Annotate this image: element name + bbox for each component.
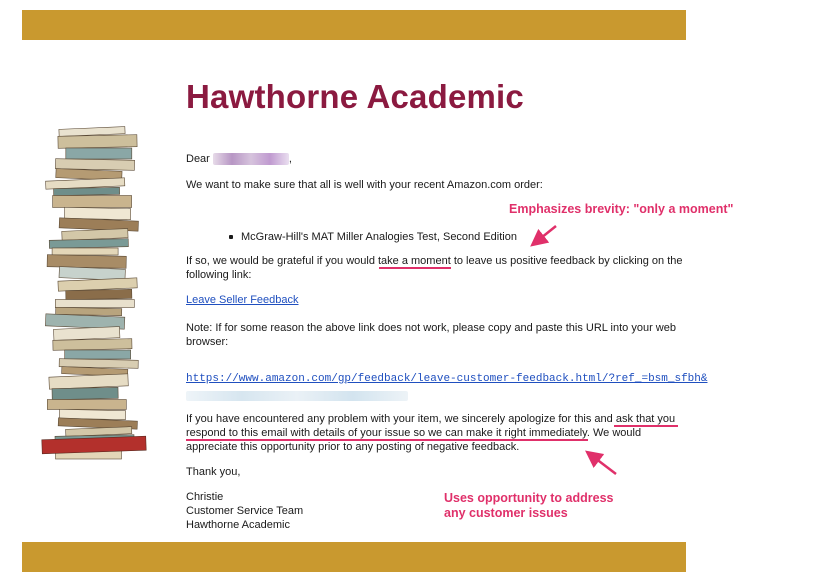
request-highlight: take a moment <box>378 255 451 267</box>
book <box>52 248 118 255</box>
book <box>66 289 132 299</box>
book <box>53 327 119 341</box>
book <box>47 400 126 410</box>
leave-seller-feedback-link[interactable]: Leave Seller Feedback <box>186 294 299 306</box>
request-pre: If so, we would be grateful if you would <box>186 255 378 267</box>
issue-paragraph <box>186 412 706 454</box>
annotation-issues <box>444 491 613 521</box>
annotation-issues-line2: any customer issues <box>444 506 568 520</box>
issue-highlight-1: ask that you <box>615 413 676 425</box>
book <box>49 374 128 389</box>
annotation-issues-line1: Uses opportunity to address <box>444 491 614 505</box>
signature-block <box>186 490 303 532</box>
issue-highlight-2: respond to this email with details of your issue so we can make it right immediately <box>186 427 587 439</box>
signature-company: Hawthorne Academic <box>186 519 290 531</box>
underline-respond <box>186 439 588 441</box>
book <box>53 196 132 208</box>
request-post: to leave us positive feedback by clicking on the <box>450 255 683 267</box>
issue-pre: If you have encountered any problem with your item, we sincerely apologize for this and <box>186 413 616 425</box>
underline-take-a-moment <box>379 267 451 269</box>
book <box>53 339 132 351</box>
request-line2: following link: <box>186 269 252 281</box>
page-title: Hawthorne Academic <box>186 78 524 115</box>
intro-text: We want to make sure that all is well with your recent Amazon.com order: <box>186 179 543 191</box>
note-text <box>186 321 706 349</box>
signature-team: Customer Service Team <box>186 505 304 517</box>
book <box>47 255 126 269</box>
bullet-dot <box>229 235 233 239</box>
redacted-name <box>213 153 289 165</box>
book <box>64 207 130 219</box>
book <box>65 350 131 359</box>
issue-post: . We would <box>586 427 642 439</box>
book <box>54 187 120 195</box>
feedback-url-link[interactable]: https://www.amazon.com/gp/feedback/leave-customer-feedback.html/?ref_=bsm_sfbh& <box>186 373 708 385</box>
signature-name: Christie <box>186 491 224 503</box>
order-item: McGraw-Hill's MAT Miller Analogies Test, Second Edition <box>241 231 517 243</box>
book <box>55 300 134 308</box>
note-line2: browser: <box>186 336 229 348</box>
underline-ask-that-you <box>614 425 678 427</box>
book <box>66 148 132 159</box>
redacted-url-part <box>186 391 408 401</box>
book <box>55 159 134 171</box>
book <box>59 267 125 281</box>
note-line1: Note: If for some reason the above link does not work, please copy and paste this URL into your web <box>186 322 676 334</box>
greeting-comma: , <box>288 153 292 165</box>
book <box>52 387 118 399</box>
book <box>49 239 128 249</box>
annotation-brevity: Emphasizes brevity: "only a moment" <box>509 202 734 216</box>
greeting-text: Dear <box>186 153 210 165</box>
thanks-text: Thank you, <box>186 466 241 478</box>
greeting-line <box>186 152 292 166</box>
book <box>58 135 137 149</box>
issue-line3: appreciate this opportunity prior to any posting of negative feedback. <box>186 441 520 453</box>
